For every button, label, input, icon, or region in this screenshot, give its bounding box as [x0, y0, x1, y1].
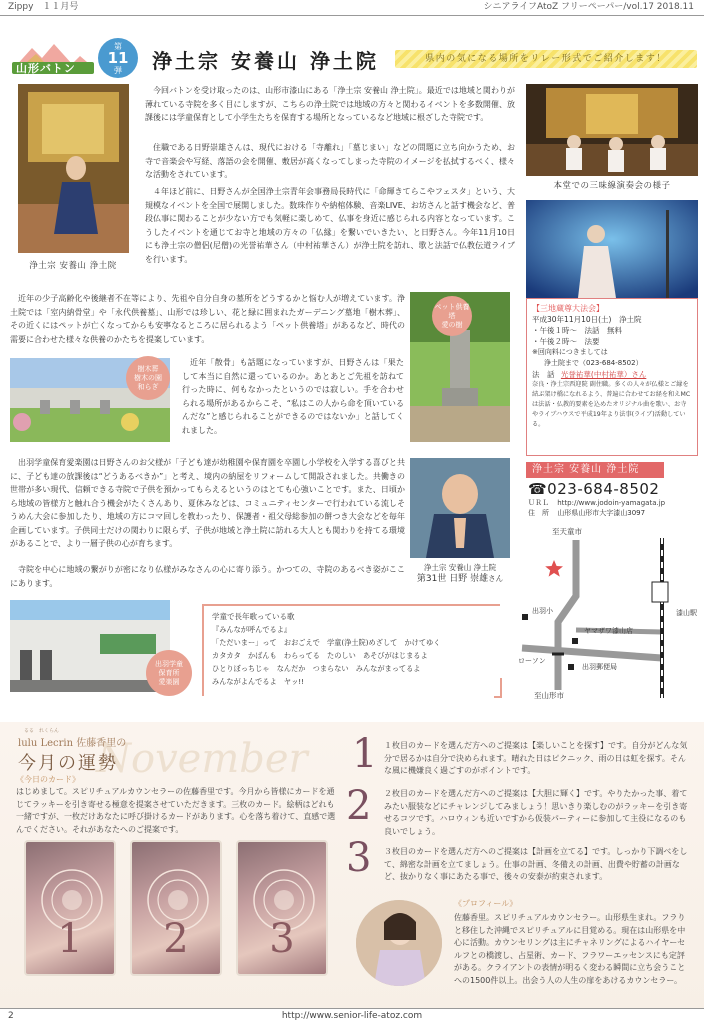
map-school-label: 出羽小 [532, 607, 553, 615]
intro-banner-text: 県内の気になる場所をリレー形式でご紹介します！ [425, 54, 667, 64]
map-lawson-label: ローソン [518, 657, 546, 665]
contact-url-line [528, 498, 665, 508]
event-note-1: ※回向料につきましては [532, 348, 608, 356]
fortune-card-1[interactable] [24, 840, 116, 976]
fortune-card-3-number: 3 [269, 916, 295, 962]
baton-logo [10, 40, 96, 74]
fortune-furigana: るる れくらん [24, 728, 60, 734]
priest-2-photo [410, 458, 510, 558]
song-box [202, 604, 500, 696]
fortune-card-2-number: 2 [163, 916, 189, 962]
baton-no-top: 第 [114, 41, 122, 51]
fortune-text-1: １枚目のカードを選んだ方へのご提案は【楽しいことを探す】です。自分がどんな気分で居るかは自分で決められます。晴れた日はピクニック、雨の日は虹を探す。そんな風に機嫌良く過ごすのがポイントです。 [384, 741, 688, 775]
shamisen-photo-caption: 本堂での三味線演奏会の様子 [553, 181, 671, 191]
event-row-1: ・午後１時〜 法話 無料 [532, 326, 622, 335]
contact-addr: 山形県山形市大字漆山3097 [557, 509, 646, 517]
fortune-title: 今月の運勢 [18, 753, 118, 774]
event-box [526, 298, 698, 456]
event-speaker-label: 法 話 [532, 370, 555, 379]
song-line-4: ひとりぼっちじゃ なんだか つまらない みんながまってるよ [212, 664, 421, 673]
contact-url[interactable]: http://www.jodoin-yamagata.jp [557, 499, 666, 507]
fortune-card-3[interactable] [236, 840, 328, 976]
intro-banner [395, 50, 697, 68]
footer-url[interactable]: http://www.senior-life-atoz.com [281, 1011, 423, 1021]
fortune-number-3: 3 [346, 835, 372, 881]
profile-text: 佐藤香里。スピリチュアルカウンセラー。山形県生まれ。フラりと移住した沖縄でスピリチュアルに目覚める。現在は山形県を中心に活動。カウンセリングは主にチャネリングによるハイヤーセルフとの橋渡し、占星術、カード、フラワーエッセンスにも定評がある。クライアントの表情が明るく変わる瞬間に立ち会うことへの1500件以上。出会う人の人生の扉をあけるカウンセラー。 [454, 913, 686, 985]
contact-name-banner [526, 462, 664, 478]
contact-addr-label: 住 所 [528, 509, 549, 517]
access-map [512, 522, 702, 712]
song-line-3: カタカタ かばんも わらってる たのしい あそびがはじまるよ [212, 651, 428, 660]
event-row-2: ・午後２時〜 法要 [532, 337, 600, 346]
shamisen-photo [526, 84, 698, 176]
song-line-1: 『みんなが呼んでるよ』 [212, 625, 292, 634]
body-paragraph-6: 出羽学童保育愛楽園は日野さんのお父様が「子ども達が幼稚園や保育園を卒園し小学校を入学する喜びと共に、子ども達の放課後は“どうあるべきか”」と考え、境内の納屋をリフォームして開設されました。共働きの世帯が多い現代、信頼できる寺院で子供を預かってもらえるというのはとても心強いことです。また、日頃から地域の皆様方と触れ合う機会がたくさんあり、夏休みなどは、コミュニティセンターで行われている流しそうめん大会に参加したり、地域の方にコマ回しを教わったり、保護者・祖父母総参加の餅つき大会などを毎年企画しています。子供同士だけの関わりに限らず、子供が地域と浄土院に訪れる大人とも関わりを持てる環境があることで、より一層子供の心が育ちます。 [10, 458, 405, 548]
fortune-section [0, 722, 704, 1014]
fortune-text-2: ２枚目のカードを選んだ方へのご提案は【大胆に輝く】です。やりたかった事、着てみたい服装などにチャレンジしてみましょう！思いきり楽しむのがラッキーを引き寄せるコツです。ハロウィンも近いですから仮装パーティーに参加して主役になるのも良いでしょう。 [384, 789, 688, 836]
event-date: 平成30年11月10日(土) 浄土院 [532, 315, 642, 324]
intro-paragraph-2: 住職である日野崇雄さんは、現代における「寺離れ」「墓じまい」などの問題に立ち向かうため、お寺で音楽会や写経、落語の会を開催、敷居が高くなってしまった寺院のイメージを払拭するべく、様々な活動をされています。 [145, 143, 515, 179]
page-header [0, 0, 704, 16]
baton-number-badge [98, 38, 138, 78]
contact-addr-line [528, 508, 645, 518]
priest-photo-caption: 浄土宗 安養山 浄土院 [29, 261, 117, 271]
fortune-card-2[interactable] [130, 840, 222, 976]
event-note-2: 浄土院まで（023-684-8502） [544, 359, 643, 367]
contact-name: 浄土宗 安養山 浄土院 [532, 464, 640, 475]
map-south-label: 至山形市 [534, 691, 564, 700]
fortune-deco-text: November [96, 736, 308, 782]
song-line-5: みんながよんでるよ ヤッ!! [212, 677, 305, 686]
singer-photo [526, 200, 698, 298]
song-line-2: 「ただいまー」って おおごえで 学童(浄土院)めざして かけてゆく [212, 638, 441, 647]
body-paragraph-4: 近年の少子高齢化や後継者不在等により、先祖や自分自身の墓所をどうするかと悩む人が増えています。浄土院では「室内納骨堂」や「永代供養墓」、山形では珍しい、花と緑に囲まれたガーデニング墓地「樹木葬」、その近くにはペットが亡くなってからも安寧なるところに居られるよう「ペット供養塔」があるなど、時代の需要に合わせた様々な供養のかたちを提案しています。 [10, 294, 405, 344]
contact-url-label: ＵＲＬ [528, 499, 549, 507]
song-title: 学童で長年歌っている歌 [212, 612, 295, 621]
issue-label: Zippy １１月号 [8, 2, 79, 12]
fortune-number-1: 1 [352, 731, 378, 777]
author-photo [356, 900, 442, 986]
page-number: 2 [8, 1011, 14, 1021]
fortune-number-2: 2 [346, 783, 372, 829]
map-post-label: 出羽郵便局 [582, 663, 617, 671]
fortune-author: lulu Lecrin 佐藤香里の [18, 738, 127, 749]
kindergarten-badge: 出羽学童 保育所 愛楽園 [146, 650, 192, 696]
event-speaker: 光誉祐華(中村祐華）さん [560, 370, 647, 379]
page-footer [0, 1008, 704, 1024]
intro-paragraph-3: ４年ほど前に、日野さんが全国浄土宗青年会事務局長時代に「命輝きてらこやフェスタ」という、大規模なイベントを全国で展開しました。数珠作りや納棺体験、音楽LIVE、お坊さんと話す機会など、普段仏事に関わることが少ない方でも気軽に楽しめて、仏事を身近に感じられる内容となっています。こうしたイベントを通じてお寺と地域の方々の「仏縁」を繋いでいきたい、と日野さん。今年11月10日にも浄土宗の僧侶(尼僧)の光誉祐華さん（中村祐華さん）が浄土院を訪れ、歌と法話で仏教伝道ライブを行います。 [145, 187, 515, 264]
event-heading: 【三地蔵尊大法会】 [532, 304, 604, 313]
fortune-card-1-number: 1 [57, 916, 83, 962]
priest-photo [18, 84, 129, 253]
baton-no-num: 11 [107, 48, 129, 67]
fortune-text-3: ３枚目のカードを選んだ方へのご提案は【計画を立てる】です。しっかり下調べをして、綿密な計画を立てましょう。仕事の計画、冬備えの計画、出費や貯蓄の計画など、抜かりなく事にあたる事で、後々の安泰が約束されます。 [384, 847, 688, 881]
pet-grave-badge: ペット供養塔 愛の樹 [432, 296, 472, 336]
map-station-label: 漆山駅 [676, 609, 697, 617]
event-speaker-profile: 奈良・浄土宗西迎院 副住職。多くの人々が仏様とご縁を結ぶ架け橋になれるよう、普遍に合わせてお経を和えMCは法話・仏教的要素を込めたオリジナル曲を歌い、お寺やライブハウスで平成19年より法事(ライブ)活動している。 [532, 381, 691, 428]
temple-star-icon [545, 560, 563, 577]
fortune-intro: はじめまして。スピリチュアルカウンセラーの佐藤香里です。今月から皆様にカードを通じてラッキーを引き寄せる極意を提案させていただきます。三枚のカード。絵柄はどれも一緒ですが、一枚だけあなたに呼び掛けるカードがあります。心を落ち着けて、直感で選んでください。それがあなたへのご提案です。 [16, 787, 336, 834]
card-heading: 《今日のカード》 [16, 775, 80, 784]
baton-no-bottom: 弾 [114, 65, 122, 75]
priest-2-caption-line-1: 浄土宗 安養山 浄土院 [423, 563, 497, 572]
song-box-corner [494, 678, 502, 698]
body-paragraph-5: 近年「散骨」も話題になっていますが、日野さんは「果たして本当に自然に還っているのか。あとあとご先祖を訪ねて行った時に、何もなかったというのでは寂しい。手を合わせられる場所があるからこそ、“私はこの人から命を頂いているんだな”と感じられることができるのではないか」と話してくれました。 [182, 358, 404, 435]
profile-heading: 《プロフィール》 [454, 899, 518, 908]
baton-label: 山形バトン [16, 62, 76, 75]
contact-tel: ☎023-684-8502 [528, 480, 660, 498]
priest-2-caption-line-2: 第31世 日野 崇雄 [416, 574, 489, 584]
page-title: 浄土宗 安養山 浄土院 [152, 49, 379, 73]
publication-label: シニアライフAtoZ フリーペーパー/vol.17 2018.11 [483, 2, 694, 12]
garden-badge: 樹木葬 樹木の園 和らぎ [126, 356, 170, 400]
body-paragraph-7: 寺院を中心に地域の繋がりが密になり仏様がみなさんの心に寄り添う。かつての、寺院のあるべき姿がここにあります。 [10, 565, 405, 588]
priest-2-caption-suffix: さん [488, 574, 504, 583]
map-graphic [512, 522, 702, 712]
map-north-label: 至天童市 [552, 527, 582, 536]
priest-2-caption [404, 562, 516, 585]
event-speaker-line [532, 369, 692, 380]
intro-paragraph-1: 今回バトンを受け取ったのは、山形市漆山にある「浄土宗 安養山 浄土院」。最近では地域と関わりが薄れている寺院を多く目にしますが、こちらの浄土院では地域の方々と関わるイベントを多数開催、放課後には学童保育として小学生たちを保育する場所となっているなど地域に根ざした寺院です。 [145, 86, 515, 122]
priest-2-caption-line-2-wrap [404, 573, 516, 585]
map-store-label: ヤマザワ漆山店 [584, 627, 633, 635]
